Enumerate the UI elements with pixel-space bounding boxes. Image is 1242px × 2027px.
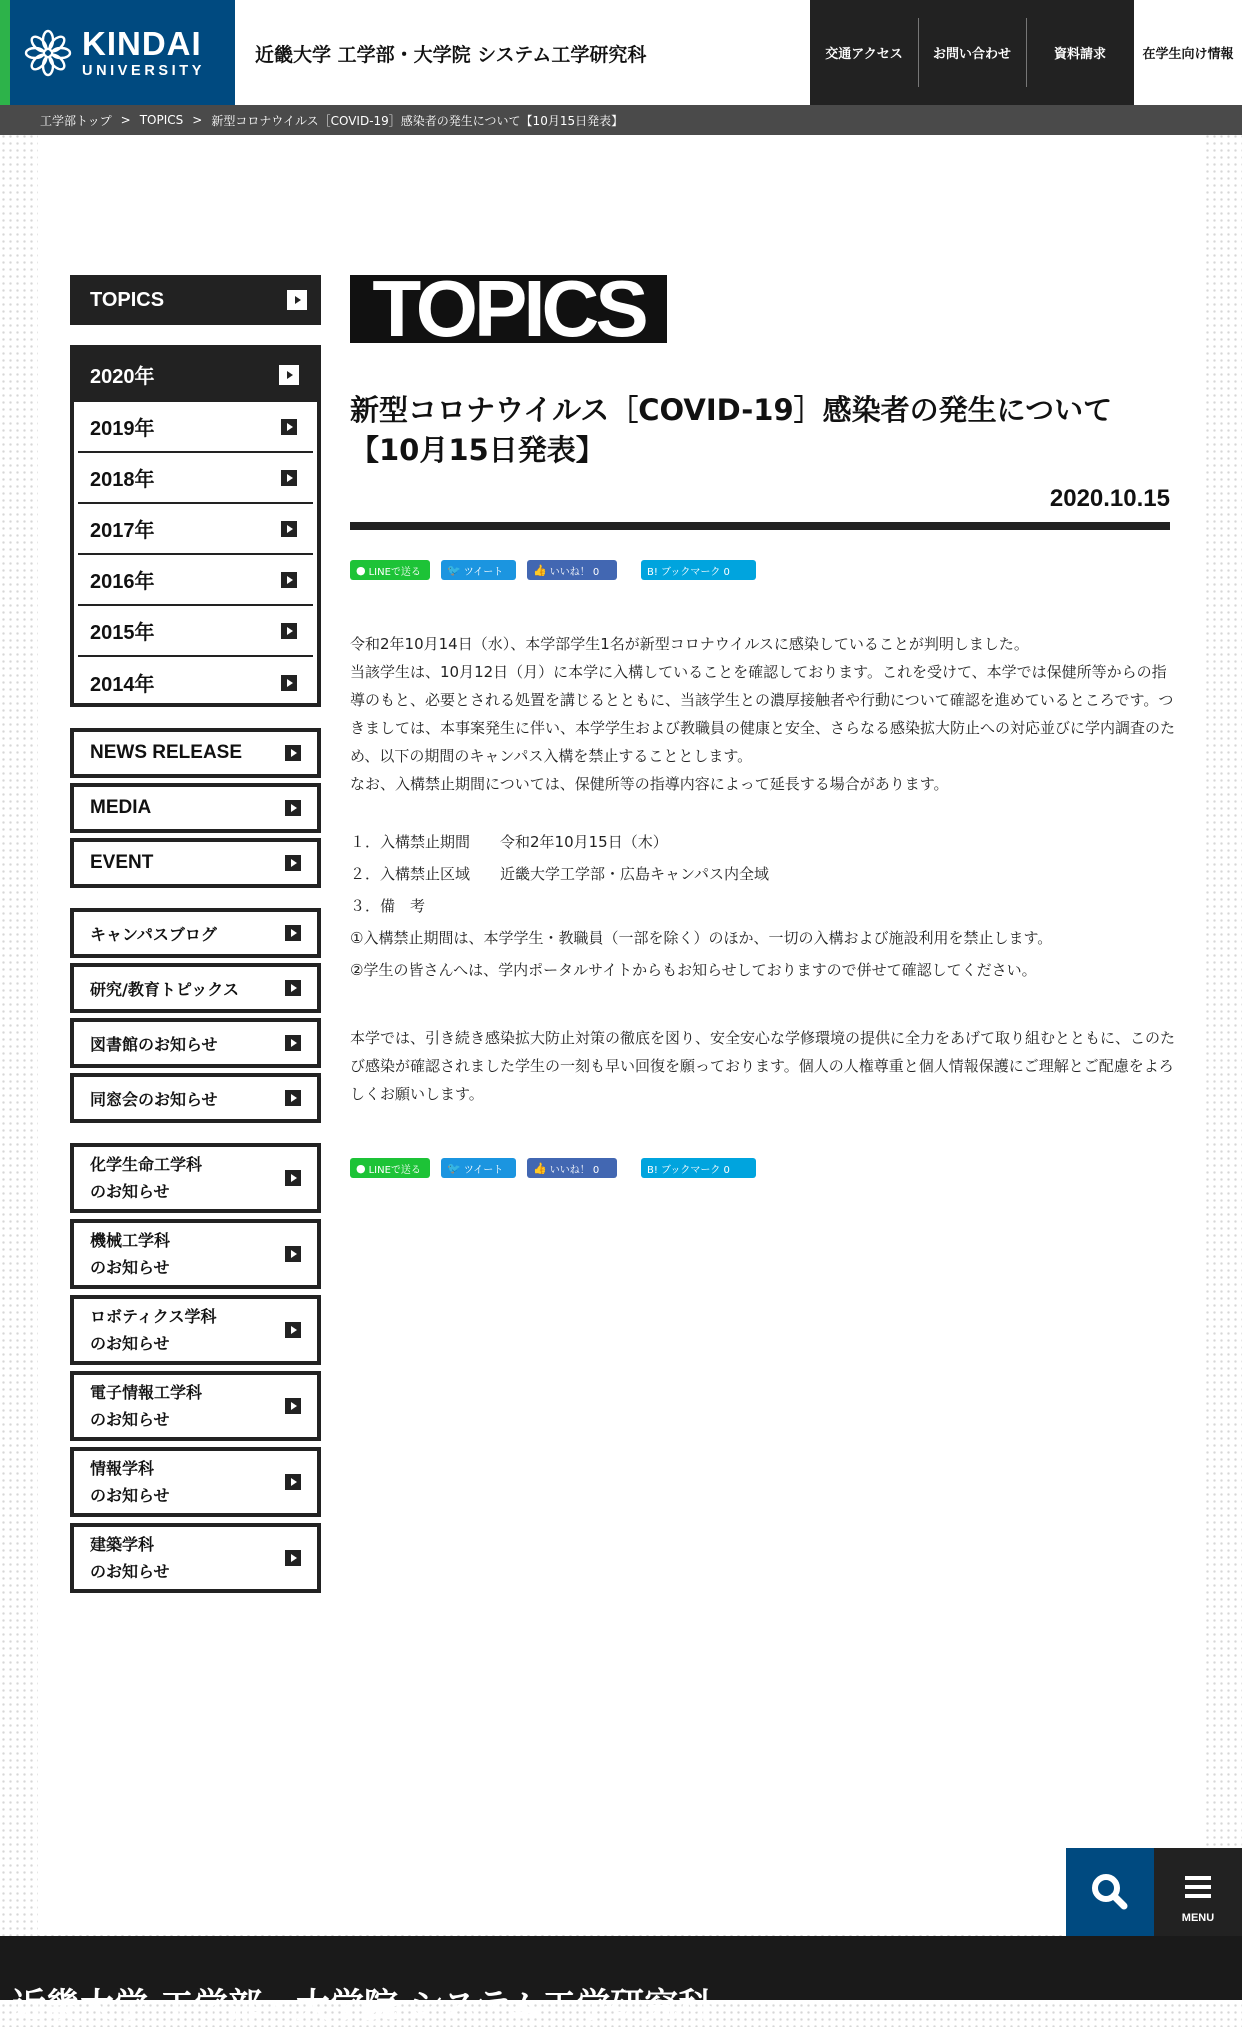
flower-logo-icon (24, 29, 72, 77)
menu-label: MENU (1181, 1912, 1215, 1924)
list-item: ②学生の皆さんへは、学内ポータルサイトからもお知らせしておりますので併せて確認してください。 (350, 961, 1037, 979)
tweet-button[interactable]: 🐦 ツイート (441, 560, 516, 580)
breadcrumb-home-link[interactable]: 工学部トップ (40, 113, 112, 128)
breadcrumb-topics-link[interactable]: TOPICS (139, 113, 184, 127)
thumbs-up-icon: 👍 (533, 1161, 547, 1175)
search-icon (1066, 1848, 1154, 1936)
sidebar-year-2016[interactable]: 2016年 (78, 555, 313, 606)
sidebar-dept-chemistry[interactable]: 化学生命工学科 のお知らせ (70, 1143, 321, 1213)
line-share-button[interactable]: ● LINEで送る (350, 560, 430, 580)
logo-main-text: KINDAI (82, 24, 202, 62)
arrow-right-icon (283, 923, 303, 943)
arrow-right-icon (283, 743, 303, 763)
arrow-right-icon (283, 1548, 303, 1568)
arrow-right-icon (283, 1088, 303, 1108)
arrow-right-icon (283, 1168, 303, 1188)
arrow-right-icon (279, 673, 299, 693)
sidebar-dept-electronics[interactable]: 電子情報工学科 のお知らせ (70, 1371, 321, 1441)
sidebar-dept-informatics[interactable]: 情報学科 のお知らせ (70, 1447, 321, 1517)
breadcrumb-current: 新型コロナウイルス［COVID-19］感染者の発生について【10月15日発表】 (211, 113, 624, 128)
arrow-right-icon (283, 1033, 303, 1053)
sidebar-news-release[interactable]: NEWS RELEASE (70, 728, 321, 778)
facebook-like-button[interactable]: 👍 いいね！ 0 (527, 560, 617, 580)
site-footer (0, 1936, 1242, 2026)
breadcrumb-separator: > (192, 113, 203, 127)
twitter-bird-icon: 🐦 (447, 563, 461, 577)
sidebar-campus-blog[interactable]: キャンパスブログ (70, 908, 321, 958)
nav-brochure-button[interactable]: 資料請求 (1026, 0, 1134, 105)
sidebar-year-2015[interactable]: 2015年 (78, 606, 313, 657)
hamburger-icon (1185, 1876, 1211, 1903)
search-button[interactable] (1066, 1848, 1154, 1936)
nav-access-button[interactable]: 交通アクセス (810, 0, 918, 105)
arrow-right-icon (279, 621, 299, 641)
logo-sub-text: UNIVERSITY (82, 62, 206, 79)
sidebar-alumni-news[interactable]: 同窓会のお知らせ (70, 1073, 321, 1123)
paragraph: 当該学生は、10月12日（月）に本学に入構していることを確認しております。これを受けて、本学では保健所等からの指導のもと、必要とされる処置を講じるとともに、当該学生との濃厚接触者や行動について確認を進めているところです。つきましては、本事案発生に伴い、本学学生および教職員の健康と安全、さらなる感染拡大防止への対応並びに学内調査のため、以下の期間のキャンパス入構を禁止することとします。 (350, 663, 1176, 765)
arrow-right-icon (279, 468, 299, 488)
menu-button[interactable] (1154, 1848, 1242, 1936)
arrow-right-icon (279, 570, 299, 590)
sidebar-dept-architecture[interactable]: 建築学科 のお知らせ (70, 1523, 321, 1593)
sidebar-years (70, 345, 321, 707)
sidebar-research-topics[interactable]: 研究/教育トピックス (70, 963, 321, 1013)
arrow-right-icon (283, 1244, 303, 1264)
share-bar-bottom (350, 1158, 767, 1178)
hatena-bookmark-button[interactable]: B! ブックマーク 0 (641, 1158, 756, 1178)
sidebar-topics-label: TOPICS (90, 288, 165, 311)
hatena-bookmark-button[interactable]: B! ブックマーク 0 (641, 560, 756, 580)
facebook-like-button[interactable]: 👍 いいね！ 0 (527, 1158, 617, 1178)
thumbs-up-icon: 👍 (533, 563, 547, 577)
list-item: ２．入構禁止区域 近畿大学工学部・広島キャンパス内全域 (350, 865, 769, 883)
arrow-right-icon (279, 519, 299, 539)
sidebar-year-2020[interactable]: 2020年 (74, 349, 317, 402)
header-nav (810, 0, 1242, 105)
sidebar-library-news[interactable]: 図書館のお知らせ (70, 1018, 321, 1068)
nav-contact-button[interactable]: お問い合わせ (918, 0, 1026, 105)
paragraph: 令和2年10月14日（水）、本学部学生1名が新型コロナウイルスに感染していることが判明しました。 (350, 635, 1029, 653)
breadcrumb (0, 105, 1242, 135)
kindai-logo[interactable] (0, 0, 235, 105)
sidebar-year-2014[interactable]: 2014年 (78, 657, 313, 708)
article-title: 新型コロナウイルス［COVID-19］感染者の発生について 【10月15日発表】 (350, 393, 1113, 467)
article-body (350, 630, 1175, 1108)
arrow-right-icon (287, 290, 307, 310)
arrow-right-icon (283, 798, 303, 818)
sidebar-year-2018[interactable]: 2018年 (78, 453, 313, 504)
paragraph: なお、入構禁止期間については、保健所等の指導内容によって延長する場合があります。 (350, 775, 949, 793)
arrow-right-icon (283, 1320, 303, 1340)
title-divider (350, 522, 1170, 530)
arrow-right-icon (279, 417, 299, 437)
twitter-bird-icon: 🐦 (447, 1161, 461, 1175)
article-date: 2020.10.15 (1049, 485, 1170, 512)
sidebar-media[interactable]: MEDIA (70, 783, 321, 833)
list-item: １．入構禁止期間 令和2年10月15日（木） (350, 833, 668, 851)
nav-students-button[interactable]: 在学生向け情報 (1134, 0, 1242, 105)
line-icon: ● (356, 1161, 366, 1175)
breadcrumb-separator: > (120, 113, 131, 127)
sidebar-event[interactable]: EVENT (70, 838, 321, 888)
sidebar-dept-robotics[interactable]: ロボティクス学科 のお知らせ (70, 1295, 321, 1365)
site-header (0, 0, 1242, 105)
tweet-button[interactable]: 🐦 ツイート (441, 1158, 516, 1178)
line-share-button[interactable]: ● LINEで送る (350, 1158, 430, 1178)
sidebar-year-2019[interactable]: 2019年 (78, 402, 313, 453)
sidebar-topics-header[interactable] (70, 275, 321, 325)
arrow-right-icon (283, 1472, 303, 1492)
arrow-right-icon (283, 853, 303, 873)
list-item: ３．備 考 (350, 897, 426, 915)
section-logo: TOPICS (350, 275, 667, 343)
paragraph: 本学では、引き続き感染拡大防止対策の徹底を図り、安全安心な学修環境の提供に全力をあげて取り組むとともに、このたび感染が確認されました学生の一刻も早い回復を願っております。個人の人権尊重と個人情報保護にご理解とご配慮をよろしくお願いします。 (350, 1029, 1176, 1103)
footer-title: 近畿大学 工学部・大学院 システム工学研究科 (12, 1986, 713, 2026)
arrow-right-icon (283, 1396, 303, 1416)
sidebar-dept-mechanical[interactable]: 機械工学科 のお知らせ (70, 1219, 321, 1289)
arrow-right-icon (279, 365, 299, 385)
list-item: ①入構禁止期間は、本学学生・教職員（一部を除く）のほか、一切の入構および施設利用を禁止します。 (350, 929, 1053, 947)
line-icon: ● (356, 563, 366, 577)
arrow-right-icon (283, 978, 303, 998)
share-bar-top (350, 560, 767, 580)
sidebar-year-2017[interactable]: 2017年 (78, 504, 313, 555)
site-name[interactable]: 近畿大学 工学部・大学院 システム工学研究科 (255, 44, 647, 66)
